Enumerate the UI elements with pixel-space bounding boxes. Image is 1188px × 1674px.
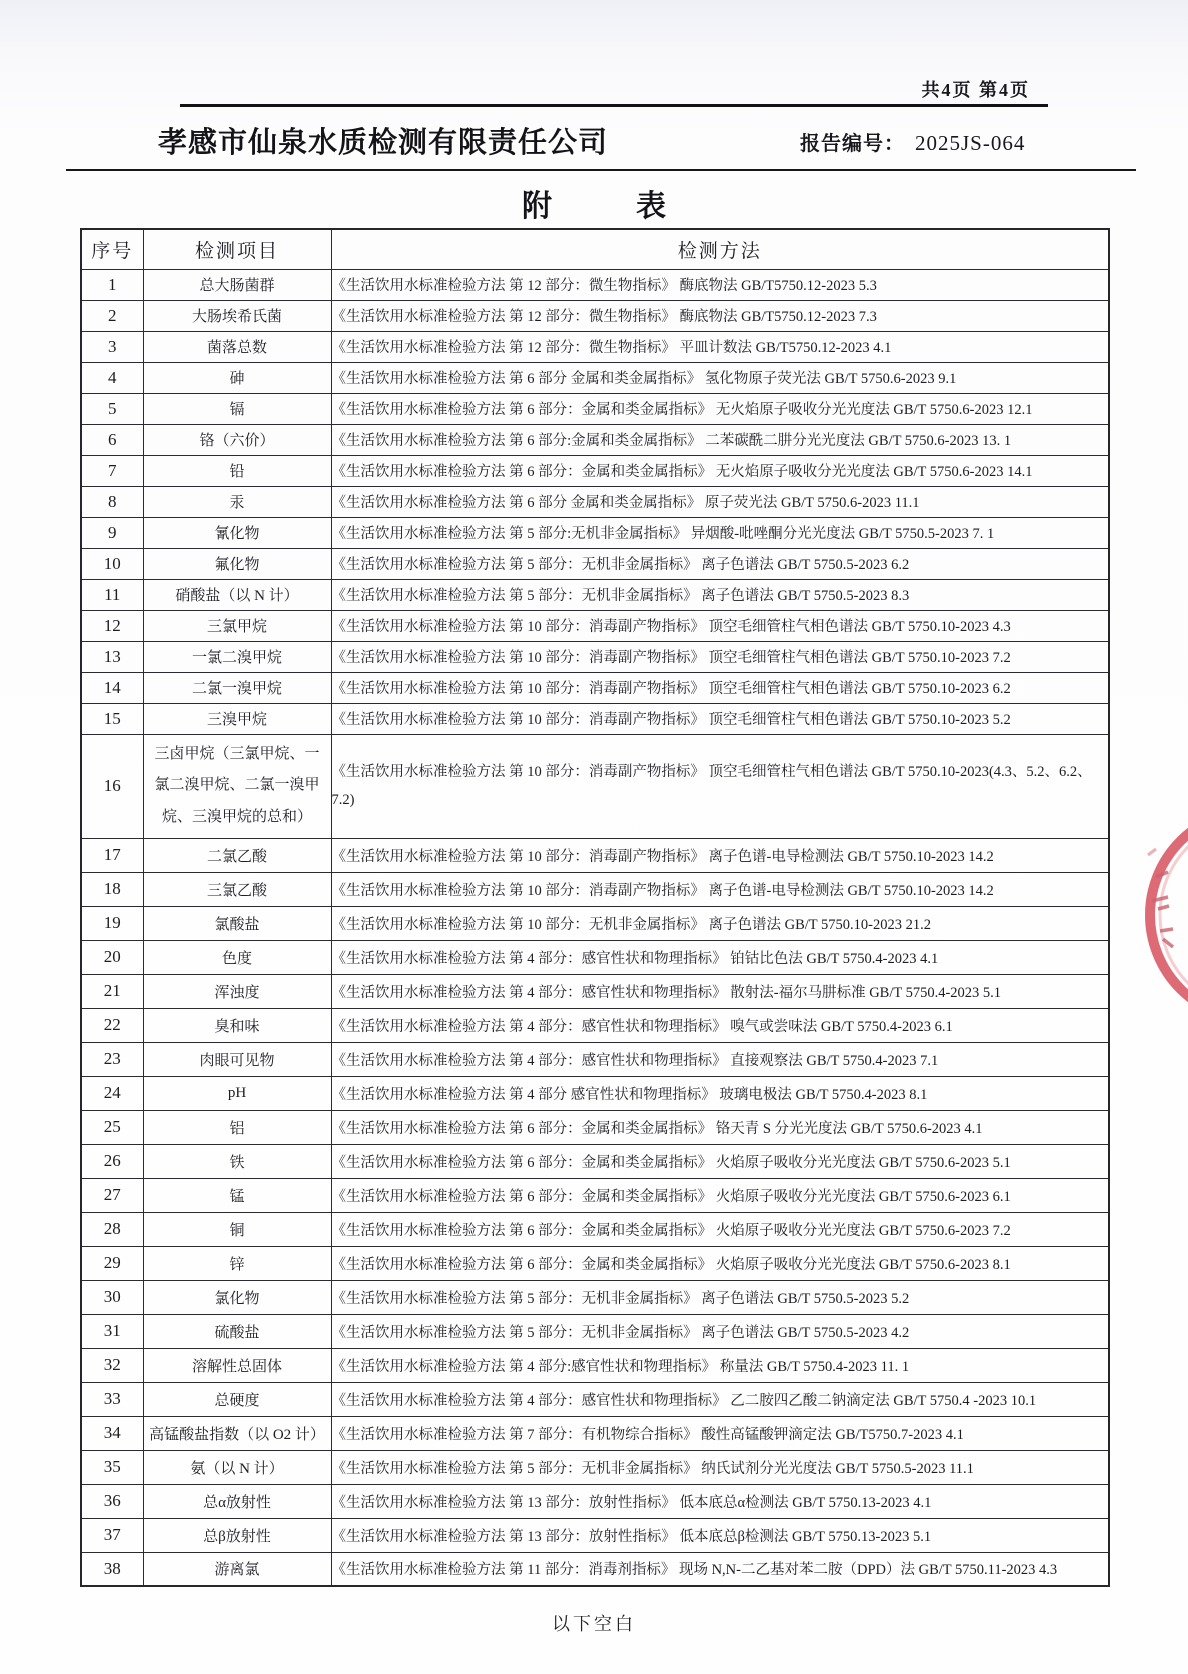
page-title-char-1: 附	[522, 190, 552, 223]
report-number-label: 报告编号：	[800, 133, 905, 155]
cell-item: 汞	[143, 486, 331, 517]
column-header-item: 检测项目	[143, 229, 331, 269]
table-row	[81, 734, 1109, 838]
cell-no: 20	[81, 940, 143, 974]
table-body	[81, 269, 1109, 1586]
table-row	[81, 1246, 1109, 1280]
table-row	[81, 641, 1109, 672]
cell-no: 15	[81, 703, 143, 734]
table-row	[81, 838, 1109, 872]
cell-item: 氰化物	[143, 517, 331, 548]
table-row	[81, 940, 1109, 974]
cell-no: 29	[81, 1246, 143, 1280]
table-row	[81, 1008, 1109, 1042]
red-seal-stamp-icon	[1118, 815, 1188, 1015]
cell-method: 《生活饮用水标准检验方法 第 10 部分：无机非金属指标》 离子色谱法 GB/T 5750.10-2023 21.2	[331, 906, 1109, 940]
cell-method: 《生活饮用水标准检验方法 第 6 部分：金属和类金属指标》 无火焰原子吸收分光光度法 GB/T 5750.6-2023 14.1	[331, 455, 1109, 486]
table-row	[81, 906, 1109, 940]
cell-no: 38	[81, 1552, 143, 1586]
cell-method: 《生活饮用水标准检验方法 第 11 部分：消毒剂指标》 现场 N,N-二乙基对苯二胺（DPD）法 GB/T 5750.11-2023 4.3	[331, 1552, 1109, 1586]
cell-no: 1	[81, 269, 143, 300]
cell-item: 三溴甲烷	[143, 703, 331, 734]
cell-method: 《生活饮用水标准检验方法 第 10 部分：消毒副产物指标》 顶空毛细管柱气相色谱法 GB/T 5750.10-2023(4.3、5.2、6.2、7.2)	[331, 734, 1109, 838]
table-row	[81, 1144, 1109, 1178]
cell-method: 《生活饮用水标准检验方法 第 10 部分：消毒副产物指标》 顶空毛细管柱气相色谱法 GB/T 5750.10-2023 4.3	[331, 610, 1109, 641]
cell-item: 氨（以 N 计）	[143, 1450, 331, 1484]
cell-method: 《生活饮用水标准检验方法 第 13 部分：放射性指标》 低本底总α检测法 GB/T 5750.13-2023 4.1	[331, 1484, 1109, 1518]
cell-item: 硫酸盐	[143, 1314, 331, 1348]
table-row	[81, 1484, 1109, 1518]
report-number-block	[800, 127, 1025, 156]
cell-no: 35	[81, 1450, 143, 1484]
cell-method: 《生活饮用水标准检验方法 第 4 部分:感官性状和物理指标》 称量法 GB/T 5750.4-2023 11. 1	[331, 1348, 1109, 1382]
cell-item: 总大肠菌群	[143, 269, 331, 300]
table-row	[81, 424, 1109, 455]
page-title-char-2: 表	[636, 190, 666, 223]
table-header-row	[81, 229, 1109, 269]
cell-method: 《生活饮用水标准检验方法 第 6 部分：金属和类金属指标》 火焰原子吸收分光光度法 GB/T 5750.6-2023 7.2	[331, 1212, 1109, 1246]
cell-item: 游离氯	[143, 1552, 331, 1586]
cell-no: 27	[81, 1178, 143, 1212]
cell-method: 《生活饮用水标准检验方法 第 4 部分：感官性状和物理指标》 散射法-福尔马肼标准 GB/T 5750.4-2023 5.1	[331, 974, 1109, 1008]
table-header	[81, 229, 1109, 269]
table-row	[81, 455, 1109, 486]
cell-no: 23	[81, 1042, 143, 1076]
table-row	[81, 579, 1109, 610]
table-row	[81, 1042, 1109, 1076]
cell-method: 《生活饮用水标准检验方法 第 13 部分：放射性指标》 低本底总β检测法 GB/T 5750.13-2023 5.1	[331, 1518, 1109, 1552]
cell-method: 《生活饮用水标准检验方法 第 10 部分：消毒副产物指标》 离子色谱-电导检测法 GB/T 5750.10-2023 14.2	[331, 838, 1109, 872]
cell-item: 大肠埃希氏菌	[143, 300, 331, 331]
cell-item: 三氯甲烷	[143, 610, 331, 641]
cell-item: 三卤甲烷（三氯甲烷、一氯二溴甲烷、二氯一溴甲烷、三溴甲烷的总和）	[143, 734, 331, 838]
table-row	[81, 1314, 1109, 1348]
cell-no: 28	[81, 1212, 143, 1246]
cell-no: 37	[81, 1518, 143, 1552]
cell-no: 26	[81, 1144, 143, 1178]
cell-method: 《生活饮用水标准检验方法 第 5 部分：无机非金属指标》 离子色谱法 GB/T 5750.5-2023 5.2	[331, 1280, 1109, 1314]
cell-item: 高锰酸盐指数（以 O2 计）	[143, 1416, 331, 1450]
cell-method: 《生活饮用水标准检验方法 第 10 部分：消毒副产物指标》 离子色谱-电导检测法 GB/T 5750.10-2023 14.2	[331, 872, 1109, 906]
table-row	[81, 331, 1109, 362]
cell-item: 一氯二溴甲烷	[143, 641, 331, 672]
cell-method: 《生活饮用水标准检验方法 第 12 部分：微生物指标》 酶底物法 GB/T5750.12-2023 5.3	[331, 269, 1109, 300]
cell-item: 肉眼可见物	[143, 1042, 331, 1076]
cell-no: 4	[81, 362, 143, 393]
table-row	[81, 1416, 1109, 1450]
cell-method: 《生活饮用水标准检验方法 第 6 部分 金属和类金属指标》 原子荧光法 GB/T 5750.6-2023 11.1	[331, 486, 1109, 517]
cell-method: 《生活饮用水标准检验方法 第 6 部分：金属和类金属指标》 火焰原子吸收分光光度法 GB/T 5750.6-2023 6.1	[331, 1178, 1109, 1212]
table-row	[81, 703, 1109, 734]
report-number-value: 2025JS-064	[915, 131, 1026, 155]
cell-no: 30	[81, 1280, 143, 1314]
cell-method: 《生活饮用水标准检验方法 第 4 部分：感官性状和物理指标》 直接观察法 GB/T 5750.4-2023 7.1	[331, 1042, 1109, 1076]
cell-no: 24	[81, 1076, 143, 1110]
cell-method: 《生活饮用水标准检验方法 第 5 部分:无机非金属指标》 异烟酸-吡唑酮分光光度法 GB/T 5750.5-2023 7. 1	[331, 517, 1109, 548]
table-row	[81, 1450, 1109, 1484]
cell-method: 《生活饮用水标准检验方法 第 6 部分：金属和类金属指标》 无火焰原子吸收分光光度法 GB/T 5750.6-2023 12.1	[331, 393, 1109, 424]
cell-no: 9	[81, 517, 143, 548]
cell-item: 铁	[143, 1144, 331, 1178]
table-row	[81, 1518, 1109, 1552]
cell-no: 13	[81, 641, 143, 672]
cell-method: 《生活饮用水标准检验方法 第 4 部分：感官性状和物理指标》 铂钴比色法 GB/T 5750.4-2023 4.1	[331, 940, 1109, 974]
table-row	[81, 1178, 1109, 1212]
page-title	[0, 181, 1188, 225]
table-row	[81, 672, 1109, 703]
cell-method: 《生活饮用水标准检验方法 第 6 部分：金属和类金属指标》 火焰原子吸收分光光度法 GB/T 5750.6-2023 5.1	[331, 1144, 1109, 1178]
cell-method: 《生活饮用水标准检验方法 第 7 部分：有机物综合指标》 酸性高锰酸钾滴定法 GB/T5750.7-2023 4.1	[331, 1416, 1109, 1450]
cell-item: 铬（六价）	[143, 424, 331, 455]
cell-method: 《生活饮用水标准检验方法 第 6 部分:金属和类金属指标》 二苯碳酰二肼分光光度法 GB/T 5750.6-2023 13. 1	[331, 424, 1109, 455]
cell-no: 22	[81, 1008, 143, 1042]
cell-item: 三氯乙酸	[143, 872, 331, 906]
cell-no: 32	[81, 1348, 143, 1382]
cell-item: 铝	[143, 1110, 331, 1144]
table-row	[81, 517, 1109, 548]
cell-method: 《生活饮用水标准检验方法 第 4 部分：感官性状和物理指标》 嗅气或尝味法 GB/T 5750.4-2023 6.1	[331, 1008, 1109, 1042]
blank-below-note: 以下空白	[552, 1614, 636, 1634]
cell-no: 17	[81, 838, 143, 872]
table-row	[81, 269, 1109, 300]
cell-no: 14	[81, 672, 143, 703]
header-divider-bottom	[66, 169, 1136, 171]
cell-no: 34	[81, 1416, 143, 1450]
cell-item: 菌落总数	[143, 331, 331, 362]
cell-item: 铜	[143, 1212, 331, 1246]
cell-item: pH	[143, 1076, 331, 1110]
cell-method: 《生活饮用水标准检验方法 第 5 部分：无机非金属指标》 离子色谱法 GB/T 5750.5-2023 4.2	[331, 1314, 1109, 1348]
cell-no: 3	[81, 331, 143, 362]
cell-no: 33	[81, 1382, 143, 1416]
cell-no: 31	[81, 1314, 143, 1348]
cell-item: 镉	[143, 393, 331, 424]
cell-item: 总硬度	[143, 1382, 331, 1416]
cell-no: 36	[81, 1484, 143, 1518]
cell-no: 2	[81, 300, 143, 331]
cell-no: 7	[81, 455, 143, 486]
cell-method: 《生活饮用水标准检验方法 第 12 部分：微生物指标》 酶底物法 GB/T5750.12-2023 7.3	[331, 300, 1109, 331]
cell-no: 10	[81, 548, 143, 579]
table-row	[81, 1382, 1109, 1416]
cell-no: 25	[81, 1110, 143, 1144]
cell-item: 二氯一溴甲烷	[143, 672, 331, 703]
cell-item: 二氯乙酸	[143, 838, 331, 872]
cell-method: 《生活饮用水标准检验方法 第 5 部分：无机非金属指标》 离子色谱法 GB/T 5750.5-2023 6.2	[331, 548, 1109, 579]
cell-no: 21	[81, 974, 143, 1008]
cell-no: 11	[81, 579, 143, 610]
cell-method: 《生活饮用水标准检验方法 第 5 部分：无机非金属指标》 离子色谱法 GB/T 5750.5-2023 8.3	[331, 579, 1109, 610]
cell-method: 《生活饮用水标准检验方法 第 10 部分：消毒副产物指标》 顶空毛细管柱气相色谱法 GB/T 5750.10-2023 7.2	[331, 641, 1109, 672]
table-row	[81, 872, 1109, 906]
table-row	[81, 1110, 1109, 1144]
cell-method: 《生活饮用水标准检验方法 第 6 部分：金属和类金属指标》 火焰原子吸收分光光度法 GB/T 5750.6-2023 8.1	[331, 1246, 1109, 1280]
table-row	[81, 1212, 1109, 1246]
cell-method: 《生活饮用水标准检验方法 第 6 部分 金属和类金属指标》 氢化物原子荧光法 GB/T 5750.6-2023 9.1	[331, 362, 1109, 393]
cell-item: 氯酸盐	[143, 906, 331, 940]
cell-item: 锰	[143, 1178, 331, 1212]
cell-no: 16	[81, 734, 143, 838]
table-row	[81, 486, 1109, 517]
cell-method: 《生活饮用水标准检验方法 第 10 部分：消毒副产物指标》 顶空毛细管柱气相色谱法 GB/T 5750.10-2023 5.2	[331, 703, 1109, 734]
company-name: 孝感市仙泉水质检测有限责任公司	[158, 127, 609, 159]
cell-method: 《生活饮用水标准检验方法 第 4 部分：感官性状和物理指标》 乙二胺四乙酸二钠滴定法 GB/T 5750.4 -2023 10.1	[331, 1382, 1109, 1416]
cell-item: 浑浊度	[143, 974, 331, 1008]
cell-no: 18	[81, 872, 143, 906]
cell-item: 硝酸盐（以 N 计）	[143, 579, 331, 610]
cell-no: 5	[81, 393, 143, 424]
cell-item: 氟化物	[143, 548, 331, 579]
cell-method: 《生活饮用水标准检验方法 第 4 部分 感官性状和物理指标》 玻璃电极法 GB/T 5750.4-2023 8.1	[331, 1076, 1109, 1110]
page-number: 共4页 第4页	[921, 80, 1030, 100]
cell-no: 12	[81, 610, 143, 641]
cell-item: 锌	[143, 1246, 331, 1280]
cell-method: 《生活饮用水标准检验方法 第 5 部分：无机非金属指标》 纳氏试剂分光光度法 GB/T 5750.5-2023 11.1	[331, 1450, 1109, 1484]
cell-method: 《生活饮用水标准检验方法 第 6 部分：金属和类金属指标》 铬天青 S 分光光度法 GB/T 5750.6-2023 4.1	[331, 1110, 1109, 1144]
header-divider-top	[180, 104, 1048, 107]
cell-item: 总α放射性	[143, 1484, 331, 1518]
cell-no: 19	[81, 906, 143, 940]
cell-item: 氯化物	[143, 1280, 331, 1314]
cell-item: 色度	[143, 940, 331, 974]
cell-no: 8	[81, 486, 143, 517]
cell-method: 《生活饮用水标准检验方法 第 10 部分：消毒副产物指标》 顶空毛细管柱气相色谱法 GB/T 5750.10-2023 6.2	[331, 672, 1109, 703]
table-row	[81, 300, 1109, 331]
cell-item: 铅	[143, 455, 331, 486]
test-methods-table	[80, 228, 1110, 1587]
table-row	[81, 548, 1109, 579]
table-row	[81, 1076, 1109, 1110]
table-row	[81, 1280, 1109, 1314]
cell-item: 砷	[143, 362, 331, 393]
cell-method: 《生活饮用水标准检验方法 第 12 部分：微生物指标》 平皿计数法 GB/T5750.12-2023 4.1	[331, 331, 1109, 362]
table-row	[81, 362, 1109, 393]
cell-no: 6	[81, 424, 143, 455]
table-row	[81, 610, 1109, 641]
table-row	[81, 393, 1109, 424]
table-row	[81, 1348, 1109, 1382]
cell-item: 总β放射性	[143, 1518, 331, 1552]
table-row	[81, 974, 1109, 1008]
column-header-method: 检测方法	[331, 229, 1109, 269]
cell-item: 臭和味	[143, 1008, 331, 1042]
cell-item: 溶解性总固体	[143, 1348, 331, 1382]
table-row	[81, 1552, 1109, 1586]
column-header-no: 序号	[81, 229, 143, 269]
